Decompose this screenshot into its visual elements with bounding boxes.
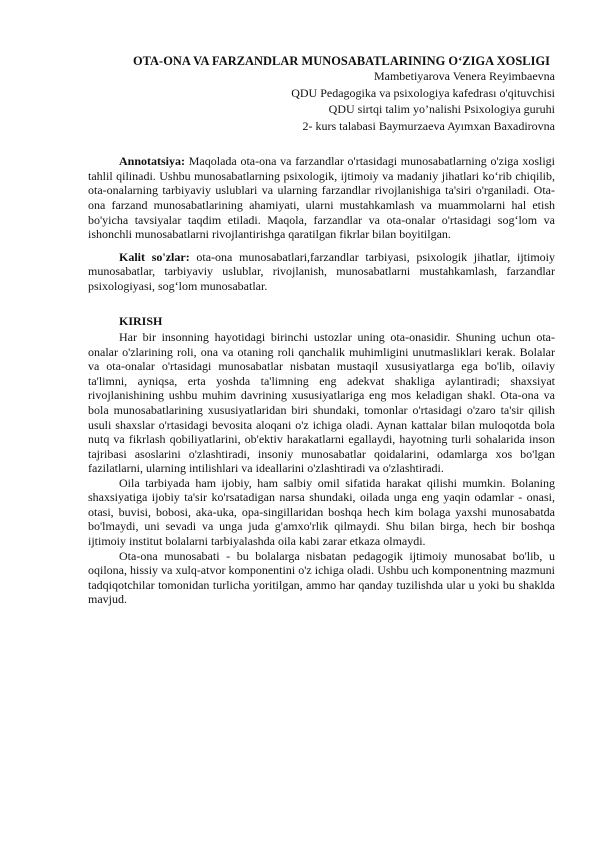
author-line: Mambetiyarova Venera Reyimbaevna — [373, 69, 555, 83]
abstract-text: Maqolada ota-ona va farzandlar o'rtasidagi munosabatlarning o'ziga xosligi tahlil qilinadi. Ushbu munosabatlarning psixologik, ijtimoiy va madaniy jihatlari ko‘rib chiqilib, ota-onalarning tarbiyaviy uslublari va ularning farzandlar rivojlanishiga ta'siri o'rganiladi. Ota-ona farzand munosabatlarining ahamiyati, ularni mustahkamlash va muammolarni hal etish bo'yicha tavsiyalar taqdim etiladi. Maqola, farzandlar va ota-onalar o'rtasidagi sog‘lom va ishonchli munosabatlarni rivojlantirishga qaratilgan fikrlar bilan boyitilgan. — [88, 154, 556, 242]
keywords-label: Kalit so'zlar: — [119, 249, 190, 264]
body-paragraph: Har bir insonning hayotidagi birinchi ustozlar uning ota-onasidir. Shuning uchun ota-onalar o'zlarining roli, ona va otaning roli qanchalik muhimligini unutmasliklari kerak. Bolalar va ota-onalar o'rtasidagi munosabatlar nisbatan mustaqil xususiyatlarga ega bo'lib, oilaviy ta'limni, ayniqsa, erta yoshda ta'limning eng adekvat shakliga aylantiradi; shaxsiyat rivojlanishining ushbu muhim davrining xususiyatlariga eng mos keladigan shakl. Ota-ona va bola munosabatlarining xususiyatlaridan biri shundaki, tomonlar o'rtasidagi o'zaro ta'sir qilish usuli shaxslar o'rtasidagi bevosita aloqani o'z ichiga oladi. Aynan kattalar bilan muloqotda bola nutq va fikrlash qobiliyatlarini, ob'ektiv harakatlarni egallaydi, hayotning turli sohalarida inson tajribasi asoslarini o'zlashtiradi, insoniy munosabatlar qoidalarini, odamlarga xos bo'lgan fazilatlarni, ularning intilishlari va ideallarini o'zlashtiradi va o'zlashtiradi. — [88, 330, 555, 476]
body-paragraph: Oila tarbiyada ham ijobiy, ham salbiy omil sifatida harakat qilishi mumkin. Bolaning shaxsiyatiga ijobiy ta'sir ko'rsatadigan narsa shundaki, oilada unga eng yaqin odamlar - onasi, otasi, buvisi, bobosi, aka-uka, opa-singillaridan boshqa hech kim bolaga yaxshi munosabatda bo'lmaydi, uni sevadi va unga juda g'amxo'rlik qilmaydi. Shu bilan birga, hech bir boshqa ijtimoiy institut bolalarni tarbiyalashda oila kabi zarar etkaza olmaydi. — [88, 475, 555, 548]
body-paragraph: Ota-ona munosabati - bu bolalarga nisbatan pedagogik ijtimoiy munosabat bo'lib, u oqilona, hissiy va xulq-atvor komponentini o'z ichiga oladi. Ushbu uch komponentning mazmuni tadqiqotchilar tomonidan turlicha yoritilgan, ammo har qanday tuzilishda ular u yoki bu shaklda mavjud. — [88, 548, 555, 607]
author-block — [88, 68, 555, 134]
keywords-text: ota-ona munosabatlari,farzandlar tarbiyasi, psixologik jihatlar, ijtimoiy munosabatlar, tarbiyaviy uslublar, rivojlanish, munosabatlarni mustahkamlash, farzandlar psixologiyasi, sog‘lom munosabatlar. — [88, 249, 555, 293]
author-line: QDU Pedagogika va psixologiya kafedrası o'qituvchisi — [291, 85, 555, 100]
keywords-paragraph — [88, 250, 555, 294]
abstract-label: Annotatsiya: — [119, 154, 186, 169]
section-heading-intro: KIRISH — [119, 314, 163, 329]
abstract-paragraph — [88, 154, 555, 241]
article — [88, 54, 555, 607]
article-title: OTA-ONA VA FARZANDLAR MUNOSABATLARINING O‘ZIGA XOSLIGI — [132, 54, 551, 68]
author-line: QDU sirtqi talim yo’nalishi Psixologiya guruhi — [328, 102, 555, 117]
author-line: 2- kurs talabasi Baymurzaeva Ayımxan Baxadirovna — [302, 118, 555, 133]
